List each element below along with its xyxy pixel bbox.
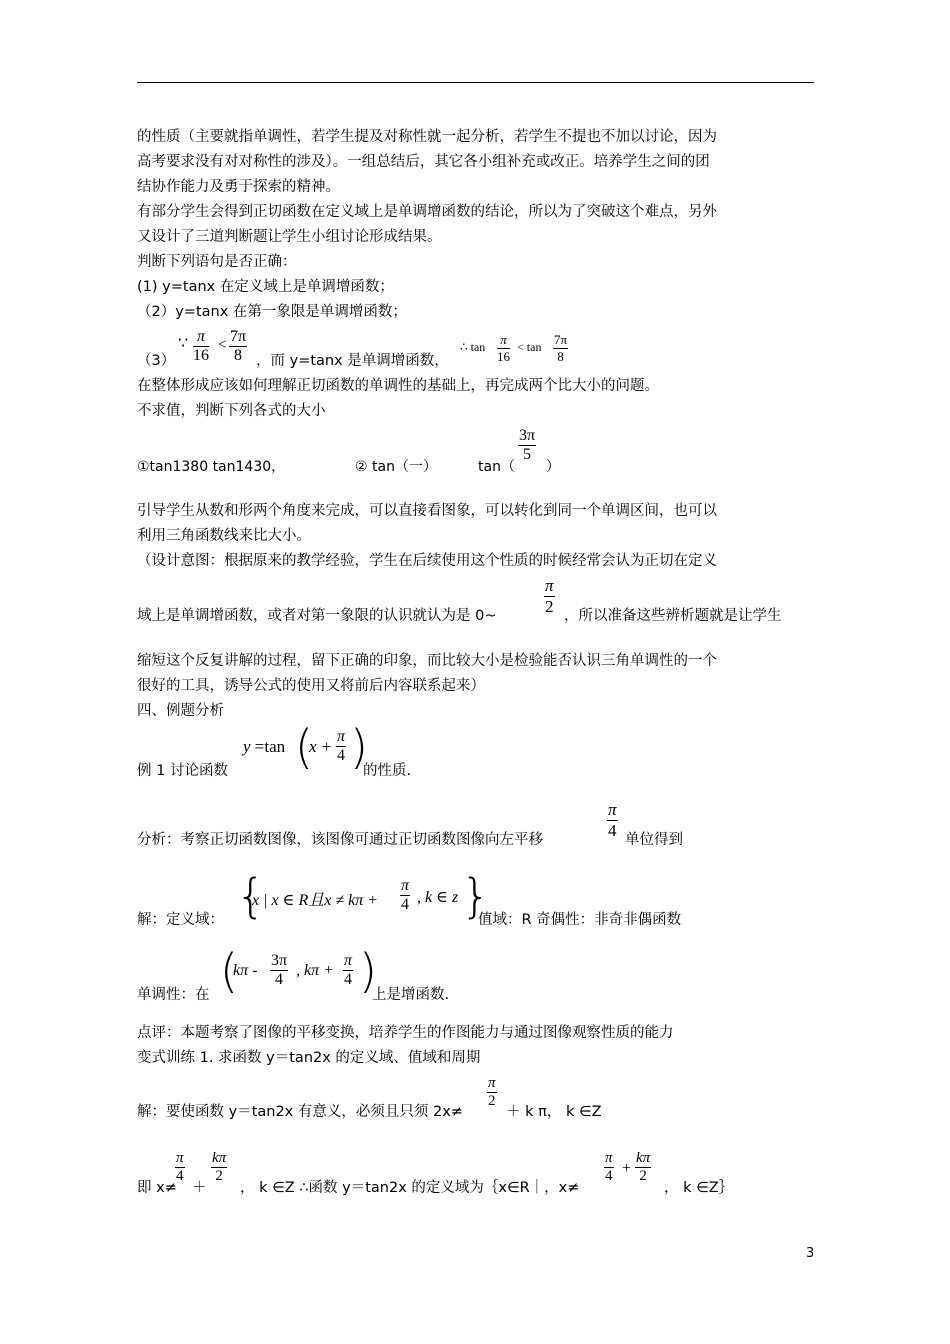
left-brace: {: [236, 869, 266, 923]
text-line: （设计意图：根据原来的教学经验，学生在后续使用这个性质的时候经常会认为正切在定义: [137, 553, 717, 569]
math-y-tan: y =tan: [243, 737, 286, 756]
text-line: (1) y=tanx 在定义域上是单调增函数；: [137, 279, 394, 295]
text-line: 分析：考察正切函数图像，该图像可通过正切函数图像向左平移: [137, 832, 543, 848]
fraction-7pi-8-small: 7π 8: [554, 332, 568, 364]
fraction-pi-16: π 16: [193, 328, 209, 364]
text-line: ， k ∈Z｝: [664, 1180, 734, 1196]
compare-3: tan（: [478, 459, 515, 475]
text-line: 变式训练 1. 求函数 y＝tan2x 的定义域、值域和周期: [137, 1050, 481, 1066]
fraction-pi-4: π 4: [337, 728, 346, 764]
text-line: 不求值，判断下列各式的大小: [137, 403, 326, 419]
right-paren: ): [350, 720, 368, 774]
left-paren: (: [220, 944, 238, 998]
text-line: ，而 y=tanx 是单调增函数，: [256, 353, 449, 369]
text-line: 引导学生从数和形两个角度来完成，可以直接看图象，可以转化到同一个单调区间，也可以: [137, 503, 717, 519]
therefore-tan: ∴ tan: [460, 340, 486, 354]
text-line: 又设计了三道判断题让学生小组讨论形成结果。: [137, 229, 442, 245]
domain-set-end: , k ∈ z: [417, 889, 459, 906]
text-line: 解：定义域：: [137, 912, 224, 928]
text-line: 很好的工具，诱导公式的使用又将前后内容联系起来）: [137, 678, 485, 694]
text-line: ，所以准备这些辨析题就是让学生: [564, 608, 782, 624]
text-line: 结协作能力及勇于探索的精神。: [137, 179, 340, 195]
text-line: ＋: [192, 1180, 207, 1196]
text-line: 在整体形成应该如何理解正切函数的单调性的基础上，再完成两个比大小的问题。: [137, 378, 659, 394]
fraction-pi-4: π 4: [605, 1150, 613, 1184]
fraction-pi-4: π 4: [344, 952, 353, 988]
text-line: 例 1 讨论函数: [137, 763, 228, 779]
text-line: 即 x≠: [137, 1180, 177, 1196]
fraction-pi-16-small: π 16: [497, 332, 510, 364]
compare-1: ①tan1380 tan1430，: [137, 459, 286, 475]
text-line: 判断下列语句是否正确：: [137, 254, 297, 270]
compare-3-end: ）: [546, 459, 560, 475]
right-brace: }: [461, 869, 491, 923]
text-line: 单位得到: [625, 832, 683, 848]
text-line: 的性质（主要就指单调性，若学生提及对称性就一起分析，若学生不提也不加以讨论，因为: [137, 129, 717, 145]
fraction-pi-4: π 4: [401, 877, 410, 913]
fraction-3pi-5: 3π 5: [519, 427, 536, 463]
text-line: （2）y=tanx 在第一象限是单调增函数；: [137, 304, 407, 320]
fraction-pi-2: π 2: [545, 576, 554, 616]
less-than-tan: < tan: [517, 340, 542, 354]
mono-b: , kπ +: [296, 962, 334, 979]
fraction-3pi-4: 3π 4: [271, 952, 288, 988]
text-line: ， k ∈Z ∴函数 y＝tan2x 的定义域为｛x∈R｜，x≠: [240, 1180, 580, 1196]
domain-set: x | x ∈ R且x ≠ kπ +: [252, 892, 379, 909]
page-number: 3: [806, 1246, 815, 1261]
text-line: 域上是单调增函数，或者对第一象限的认识就认为是 0~: [137, 608, 497, 624]
section-heading: 四、例题分析: [137, 703, 224, 719]
less-than: <: [218, 337, 227, 353]
text-line: ＋ k π， k ∈Z: [506, 1104, 602, 1120]
fraction-kpi-2: kπ 2: [212, 1150, 227, 1184]
header-rule: [137, 82, 814, 83]
text-line: 单调性：在: [137, 987, 210, 1003]
compare-2: ② tan（一）: [355, 459, 437, 475]
mono-a: kπ -: [233, 962, 258, 979]
fraction-pi-4: π 4: [608, 800, 617, 840]
plus-sign: +: [622, 1160, 632, 1177]
right-paren: ): [359, 944, 377, 998]
text-line: （3）: [137, 353, 176, 369]
fraction-pi-4: π 4: [176, 1150, 184, 1184]
because-symbol: ∵: [178, 335, 189, 352]
text-line: 的性质.: [363, 763, 412, 779]
text-line: 有部分学生会得到正切函数在定义域上是单调增函数的结论，所以为了突破这个难点，另外: [137, 204, 717, 220]
text-line: 高考要求没有对对称性的涉及）。一组总结后，其它各小组补充或改正。培养学生之间的团: [137, 154, 710, 170]
text-line: 缩短这个反复讲解的过程，留下正确的印象，而比较大小是检验能否认识三角单调性的一个: [137, 653, 717, 669]
text-line: 解：要使函数 y＝tan2x 有意义，必须且只须 2x≠: [137, 1104, 463, 1120]
math-x-plus: x +: [309, 737, 333, 756]
text-line: 点评：本题考察了图像的平移变换，培养学生的作图能力与通过图像观察性质的能力: [137, 1025, 674, 1041]
text-line: 上是增函数.: [372, 987, 450, 1003]
text-line: 利用三角函数线来比大小。: [137, 528, 311, 544]
left-paren: (: [295, 720, 313, 774]
fraction-7pi-8: 7π 8: [230, 328, 247, 364]
fraction-kpi-2: kπ 2: [636, 1150, 651, 1184]
text-line: 值域：R 奇偶性：非奇非偶函数: [478, 912, 682, 928]
fraction-pi-2: π 2: [488, 1075, 496, 1109]
